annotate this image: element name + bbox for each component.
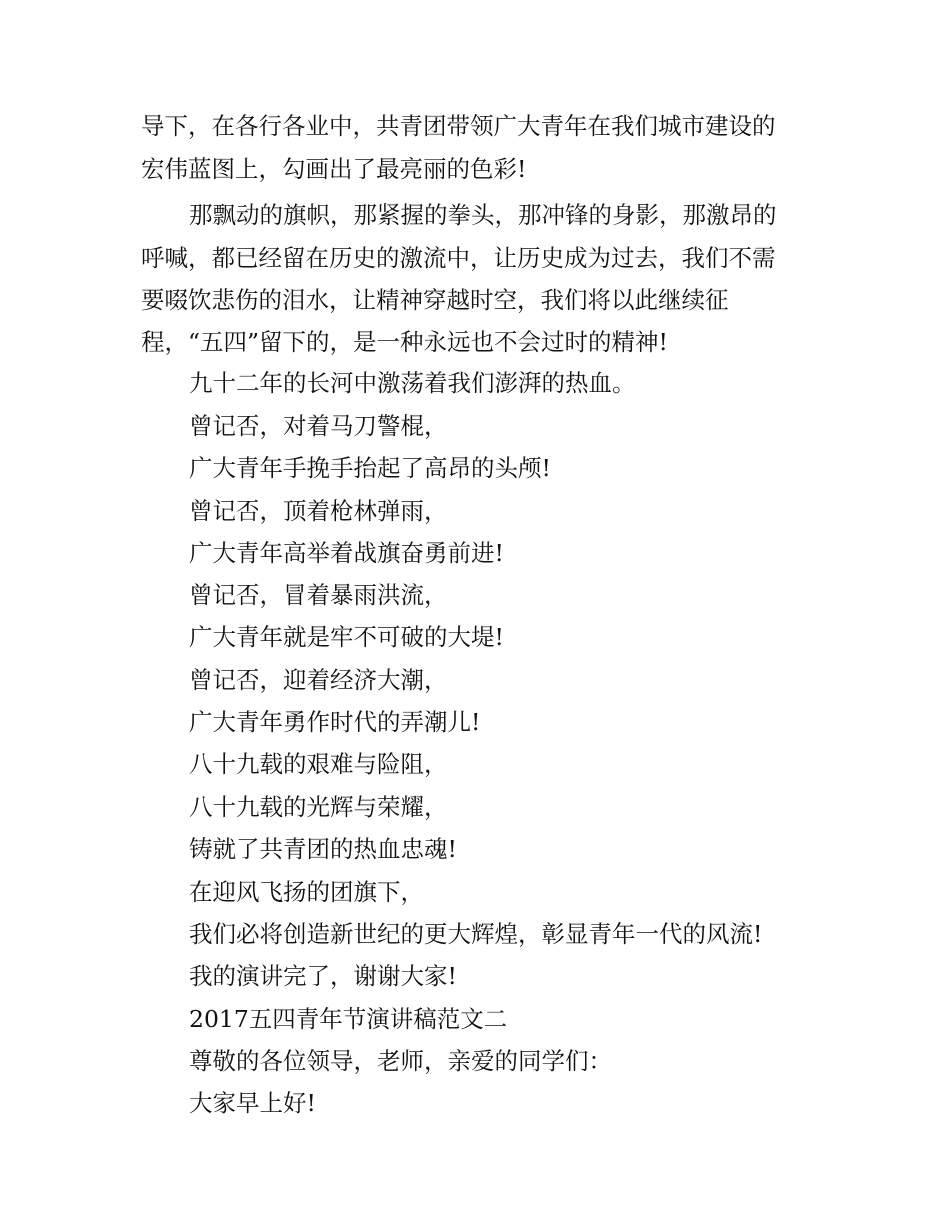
paragraph-line: 曾记否，对着马刀警棍， bbox=[189, 412, 448, 440]
paragraph-line: 我的演讲完了，谢谢大家! bbox=[189, 962, 457, 990]
paragraph-line: 八十九载的艰难与险阻， bbox=[189, 750, 448, 778]
paragraph-line: 铸就了共青团的热血忠魂! bbox=[189, 835, 457, 863]
paragraph-line: 广大青年就是牢不可破的大堤! bbox=[189, 623, 504, 651]
paragraph-line: 八十九载的光辉与荣耀， bbox=[189, 793, 448, 821]
greeting-line: 大家早上好! bbox=[189, 1089, 316, 1117]
paragraph-line: 曾记否，冒着暴雨洪流， bbox=[189, 581, 448, 609]
paragraph-line: 要啜饮悲伤的泪水，让精神穿越时空，我们将以此继续征 bbox=[141, 286, 729, 314]
paragraph-line: 呼喊，都已经留在历史的激流中，让历史成为过去，我们不需 bbox=[141, 244, 776, 272]
paragraph-line: 在迎风飞扬的团旗下， bbox=[189, 878, 424, 906]
paragraph-line: 九十二年的长河中激荡着我们澎湃的热血。 bbox=[189, 369, 636, 397]
paragraph-line: 那飘动的旗帜，那紧握的拳头，那冲锋的身影，那激昂的 bbox=[189, 201, 777, 229]
paragraph-line: 广大青年手挽手抬起了高昂的头颅! bbox=[189, 454, 551, 482]
paragraph-line: 广大青年勇作时代的弄潮儿! bbox=[189, 708, 481, 736]
salutation-line: 尊敬的各位领导，老师，亲爱的同学们： bbox=[189, 1047, 612, 1075]
paragraph-line: 程，“五四”留下的，是一种永远也不会过时的精神! bbox=[141, 328, 668, 356]
paragraph-line: 曾记否，迎着经济大潮， bbox=[189, 666, 448, 694]
paragraph-line: 广大青年高举着战旗奋勇前进! bbox=[189, 539, 504, 567]
paragraph-line: 曾记否，顶着枪林弹雨， bbox=[189, 497, 448, 525]
paragraph-line: 我们必将创造新世纪的更大辉煌，彰显青年一代的风流! bbox=[189, 920, 763, 948]
section-heading: 2017五四青年节演讲稿范文二 bbox=[189, 1005, 508, 1033]
paragraph-line: 宏伟蓝图上，勾画出了最亮丽的色彩! bbox=[141, 155, 527, 183]
paragraph-line: 导下，在各行各业中，共青团带领广大青年在我们城市建设的 bbox=[141, 112, 776, 140]
